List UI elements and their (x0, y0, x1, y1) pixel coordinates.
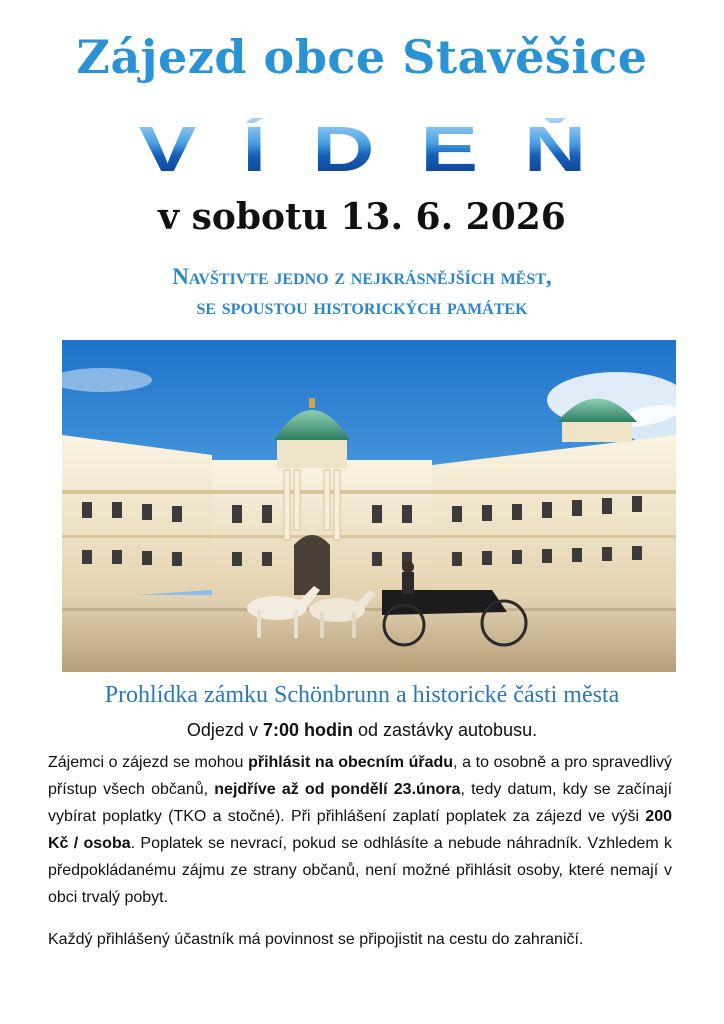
page-title: Zájezd obce Stavěšice (76, 30, 648, 84)
registration-place: přihlásit na obecním úřadu (248, 754, 454, 771)
paragraph-text: . Poplatek se nevrací, pokud se odhlásíte a nebude náhradník. Vzhledem k předpokládanému zájmu ze strany občanů, není možné přihlásit osoby, které nemají v obci trvalý pobyt. (48, 835, 673, 906)
departure-text-after: od zastávky autobusu. (352, 720, 538, 740)
trip-fee: 200 Kč / osoba (48, 808, 672, 852)
departure-text-before: Odjezd v (186, 720, 263, 740)
subtitle (0, 262, 724, 322)
departure-time: 7:00 hodin (262, 720, 353, 740)
registration-start: nejdříve až od pondělí 23.února (214, 781, 461, 798)
paragraph-text: , a to osobně a pro spravedlivý přístup všech občanů, (48, 754, 672, 798)
tour-description: Prohlídka zámku Schönbrunn a historické části města (104, 682, 620, 708)
hofburg-photo (62, 340, 676, 672)
subtitle-line-2: se spoustou historických památek (196, 294, 528, 319)
subtitle-line-1: Navštivte jedno z nejkrásnějších měst, (172, 264, 552, 289)
registration-paragraph (48, 749, 672, 911)
palace-illustration (62, 340, 676, 672)
city-banner (115, 113, 633, 185)
departure-info (0, 720, 724, 741)
city-name: VÍDEŇ (28, 118, 696, 180)
trip-date: v sobotu 13. 6. 2026 (158, 196, 566, 238)
insurance-note: Každý přihlášený účastník má povinnost se připojistit na cestu do zahraničí. (48, 931, 584, 948)
paragraph-text: , tedy datum, kdy se začínají vybírat poplatky (TKO a stočné). Při přihlášení zaplatí poplatek za zájezd ve výši (48, 781, 673, 825)
paragraph-text: Zájemci o zájezd se mohou (48, 754, 249, 771)
